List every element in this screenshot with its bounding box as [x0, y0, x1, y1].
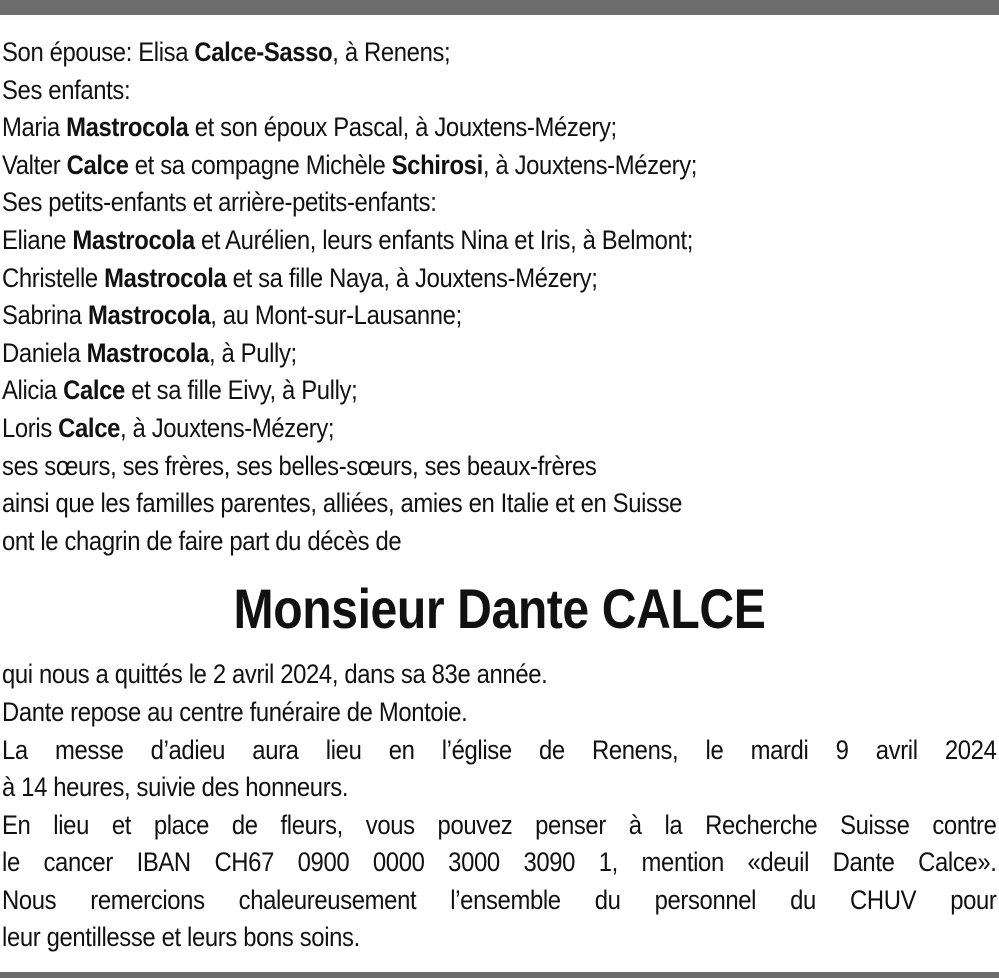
relatives-line: ainsi que les familles parentes, alliées, amies en Italie et en Suisse — [2, 488, 683, 519]
announcement-line: ont le chagrin de faire part du décès de — [2, 525, 402, 556]
child-line: Valter Calce et sa compagne Michèle Schirosi, à Jouxtens-Mézery; — [2, 149, 698, 180]
grandchild-line: Alicia Calce et sa fille Eivy, à Pully; — [2, 375, 358, 406]
siblings-line: ses sœurs, ses frères, ses belles-sœurs, ses beaux-frères — [2, 450, 597, 481]
funeral-home-line: Dante repose au centre funéraire de Montoie. — [2, 696, 468, 727]
grandchild-line: Loris Calce, à Jouxtens-Mézery; — [2, 412, 335, 443]
spouse-line: Son épouse: Elisa Calce-Sasso, à Renens; — [2, 37, 451, 67]
child-line: Maria Mastrocola et son époux Pascal, à Jouxtens-Mézery; — [2, 112, 617, 143]
bottom-border — [0, 972, 999, 978]
donation-line: En lieu et place de fleurs, vous pouvez penser à la Recherche Suisse contre — [2, 809, 997, 840]
deceased-name: Monsieur Dante CALCE — [233, 577, 766, 641]
grandchild-line: Sabrina Mastrocola, au Mont-sur-Lausanne; — [2, 300, 462, 331]
grandchildren-heading: Ses petits-enfants et arrière-petits-enfants: — [2, 187, 437, 218]
grandchild-line: Daniela Mastrocola, à Pully; — [2, 337, 297, 368]
children-heading: Ses enfants: — [2, 74, 131, 105]
obituary-notice — [2, 34, 997, 957]
thanks-end-line: leur gentillesse et leurs bons soins. — [2, 922, 360, 953]
iban-line: le cancer IBAN CH67 0900 0000 3000 3090 1, mention «deuil Dante Calce». — [2, 847, 997, 878]
mass-time-line: à 14 heures, suivie des honneurs. — [2, 772, 349, 803]
grandchild-line: Eliane Mastrocola et Aurélien, leurs enfants Nina et Iris, à Belmont; — [2, 224, 694, 255]
top-border — [0, 0, 999, 15]
grandchild-line: Christelle Mastrocola et sa fille Naya, à Jouxtens-Mézery; — [2, 262, 598, 293]
mass-line: La messe d’adieu aura lieu en l’église de Renens, le mardi 9 avril 2024 — [2, 734, 997, 765]
passing-date-line: qui nous a quittés le 2 avril 2024, dans sa 83e année. — [2, 659, 548, 690]
thanks-line: Nous remercions chaleureusement l’ensemble du personnel du CHUV pour — [2, 884, 997, 915]
